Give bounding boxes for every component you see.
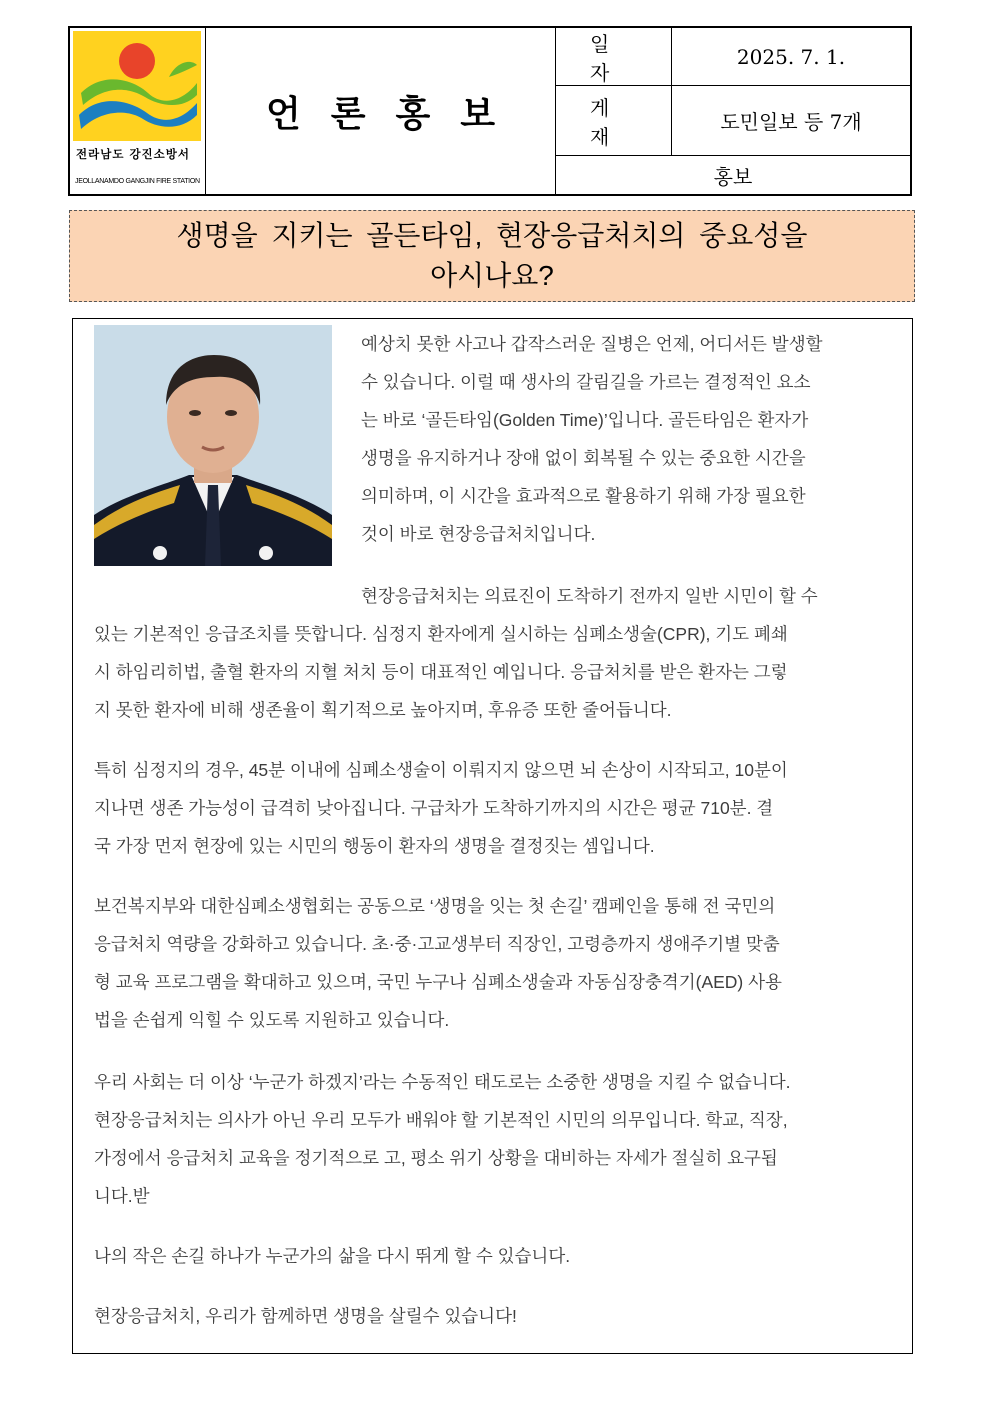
article-body [72, 318, 913, 1354]
text-line: 우리 사회는 더 이상 ‘누군가 하겠지’라는 수동적인 태도로는 소중한 생명을 지킬 수 없습니다. [94, 1072, 791, 1092]
text-line: 현장응급처치는 의료진이 도착하기 전까지 일반 시민이 할 수 [361, 586, 818, 606]
text-line: 것이 바로 현장응급처치입니다. [361, 524, 596, 544]
text-line: 수 있습니다. 이럴 때 생사의 갈림길을 가르는 결정적인 요소 [361, 372, 811, 392]
text-line: 의미하며, 이 시간을 효과적으로 활용하기 위해 가장 필요한 [361, 486, 806, 506]
text-line: 가정에서 응급처치 교육을 정기적으로 고, 평소 위기 상황을 대비하는 자세가 절실히 요구됩 [94, 1148, 778, 1168]
headline-line-1: 생명을 지키는 골든타임, 현장응급처치의 중요성을 [176, 220, 808, 251]
logo-org-name-en: JEOLLANAMDO GANGJIN FIRE STATION [75, 178, 200, 185]
text-line: 국 가장 먼저 현장에 있는 시민의 행동이 환자의 생명을 결정짓는 셈입니다. [94, 836, 655, 856]
paragraph-6: 나의 작은 손길 하나가 누군가의 삶을 다시 뛰게 할 수 있습니다. [94, 1246, 571, 1266]
text-line: 지 못한 환자에 비해 생존율이 획기적으로 높아지며, 후유증 또한 줄어듭니다. [94, 700, 672, 720]
text-line: 시 하임리히법, 출혈 환자의 지혈 처치 등이 대표적인 예입니다. 응급처치를 받은 환자는 그렇 [94, 662, 788, 682]
publication-value: 도민일보 등 7개 [672, 86, 910, 156]
text-line: 지나면 생존 가능성이 급격히 낮아집니다. 구급차가 도착하기까지의 시간은 평균 710분. 결 [94, 798, 774, 818]
text-line: 특히 심정지의 경우, 45분 이내에 심폐소생술이 이뤄지지 않으면 뇌 손상이 시작되고, 10분이 [94, 760, 788, 780]
date-value: 2025. 7. 1. [672, 28, 910, 86]
publication-label: 게재 [556, 86, 672, 156]
headline-box [69, 210, 915, 302]
text-line: 니다.받 [94, 1186, 150, 1206]
fire-station-logo [73, 31, 201, 141]
text-line: 현장응급처치는 의사가 아닌 우리 모두가 배워야 할 기본적인 시민의 의무입니다. 학교, 직장, [94, 1110, 788, 1130]
logo-cell [70, 28, 206, 194]
text-line: 는 바로 ‘골든타임(Golden Time)’입니다. 골든타임은 환자가 [361, 410, 809, 430]
text-line: 형 교육 프로그램을 확대하고 있으며, 국민 누구나 심폐소생술과 자동심장충격기(AED) 사용 [94, 972, 782, 992]
category-value: 홍보 [713, 164, 753, 189]
headline-line-2: 아시나요? [430, 260, 554, 291]
text-line: 있는 기본적인 응급조치를 뜻합니다. 심정지 환자에게 실시하는 심폐소생술(CPR), 기도 폐쇄 [94, 624, 788, 644]
date-label: 일자 [556, 28, 672, 86]
header-table [68, 26, 912, 196]
portrait-photo [94, 325, 332, 566]
text-line: 응급처치 역량을 강화하고 있습니다. 초·중·고교생부터 직장인, 고령층까지 생애주기별 맞춤 [94, 934, 780, 954]
paragraph-7: 현장응급처치, 우리가 함께하면 생명을 살릴수 있습니다! [94, 1306, 517, 1326]
text-line: 생명을 유지하거나 장애 없이 회복될 수 있는 중요한 시간을 [361, 448, 806, 468]
text-line: 예상치 못한 사고나 갑작스러운 질병은 언제, 어디서든 발생할 [361, 334, 823, 354]
text-line: 법을 손쉽게 익힐 수 있도록 지원하고 있습니다. [94, 1010, 450, 1030]
logo-org-name: 전라남도 강진소방서 [76, 147, 190, 161]
text-line: 보건복지부와 대한심폐소생협회는 공동으로 ‘생명을 잇는 첫 손길’ 캠페인을 통해 전 국민의 [94, 896, 776, 916]
title-cell [206, 28, 556, 194]
page-title: 언론홍보 [265, 92, 526, 135]
